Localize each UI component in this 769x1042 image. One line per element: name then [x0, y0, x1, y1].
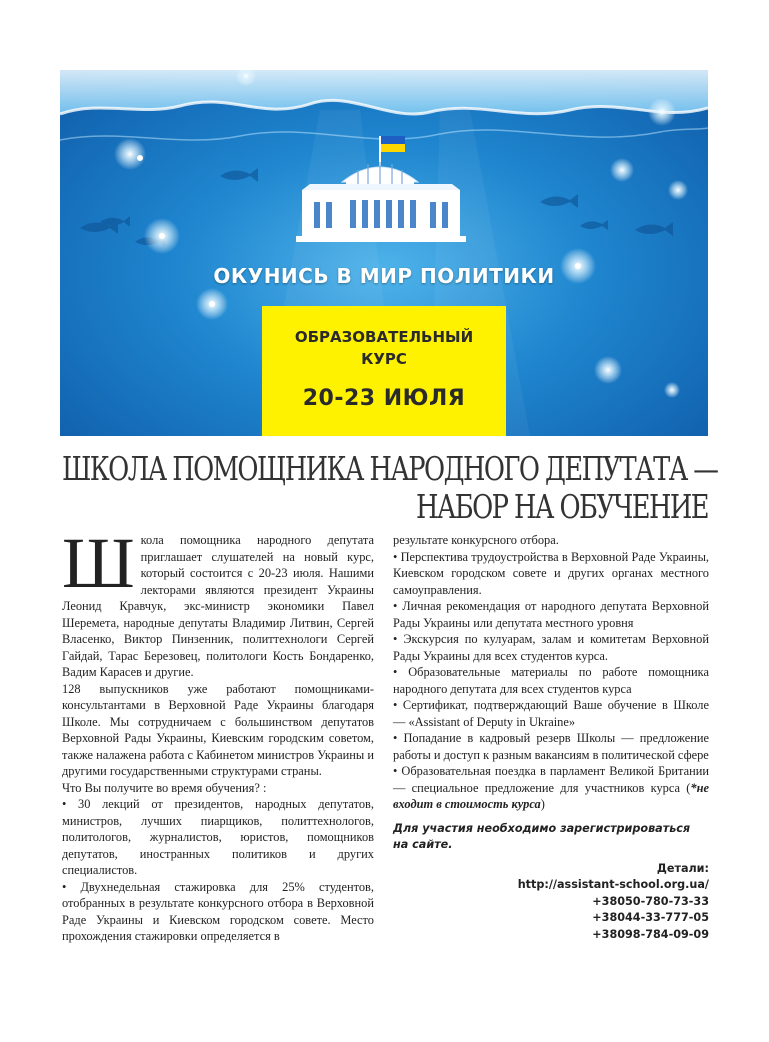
benefit-item: • Экскурсия по кулуарам, залам и комитетам Верховной Рады Украины для всех студентов курса.	[393, 632, 709, 663]
headline-line-2: НАБОР НА ОБУЧЕНИЕ	[415, 487, 708, 526]
phone-number[interactable]: +38098-784-09-09	[592, 927, 709, 941]
website-link[interactable]: http://assistant-school.org.ua/	[517, 878, 709, 891]
article-headline	[62, 449, 718, 526]
drop-cap: Ш	[62, 523, 135, 603]
course-announcement-box	[262, 306, 506, 436]
article-column-left	[62, 523, 374, 945]
contact-details	[393, 861, 709, 944]
benefit-item: • Перспектива трудоустройства в Верховной Раде Украины, Киевском городском совете и других органах местного самоуправления.	[393, 549, 709, 597]
course-dates: 20-23 ИЮЛЯ	[302, 386, 466, 411]
phone-number[interactable]: +38044-33-777-05	[592, 911, 709, 924]
benefit-item: • Двухнедельная стажировка для 25% студентов, отобранных в результате конкурсного отбора в Верховной Раде Украины и Киевском городском совете. Место прохождения стажировки определяется в	[62, 879, 374, 943]
benefit-item-uk-trip	[393, 763, 709, 813]
benefit-item: • Сертификат, подтверждающий Ваше обучение в Школе — «Assistant of Deputy in Ukraine»	[393, 698, 709, 729]
phone-number[interactable]: +38050-780-73-33	[592, 894, 709, 908]
uk-trip-close: )	[540, 797, 545, 811]
details-label: Детали:	[656, 861, 709, 875]
promo-banner	[60, 70, 708, 436]
not-included-note: *не входит в стоимость курса	[393, 780, 709, 811]
graduates-paragraph: 128 выпускников уже работают помощниками-консультантами в Верховной Раде Украины благодаря Школе. Мы сотрудничаем с большинством депутатов Верховной Рады Украины, Киевским городским советом, также налажена работа с Кабинетом министров Украины и другими государственными структурами страны.	[62, 681, 374, 778]
uk-trip-text: • Образовательная поездка в парламент Великой Британии — специальное предложение для участников курса (	[393, 764, 709, 795]
intro-paragraph: кола помощника народного депутата приглашает слушателей на новый курс, который состоится с 20-23 июля. Нашими лекторами являются президент Украины Леонид Кравчук, экс-министр экономики Павел Шеремета, народные депутаты Владимир Литвин, Сергей Власенко, Виктор Пинзенник, политтехнологи Сергей Гайдай, Тарас Березовец, политологи Кость Бондаренко, Вадим Карасев и другие.	[62, 533, 374, 679]
benefit-item: • Личная рекомендация от народного депутата Верховной Рады Украины или депутата местного уровня	[393, 599, 709, 630]
headline-line-1: ШКОЛА ПОМОЩНИКА НАРОДНОГО ДЕПУТАТА —	[62, 449, 718, 488]
continuation-text: результате конкурсного отбора.	[393, 533, 559, 547]
course-label: ОБРАЗОВАТЕЛЬНЫЙ КУРС	[294, 328, 474, 368]
benefit-item: • Образовательные материалы по работе помощника народного депутата для всех студентов курса	[393, 665, 709, 696]
benefit-item: • Попадание в кадровый резерв Школы — предложение работы и доступ к разным вакансиям в политической сфере	[393, 731, 709, 762]
benefits-question: Что Вы получите во время обучения? :	[62, 780, 267, 795]
registration-note: Для участия необходимо зарегистрироваться на сайте.	[393, 821, 691, 851]
article-column-right	[393, 532, 709, 943]
banner-slogan: ОКУНИСЬ В МИР ПОЛИТИКИ	[213, 264, 555, 288]
benefit-item: • 30 лекций от президентов, народных депутатов, министров, лучших пиарщиков, политтехнологов, политологов, журналистов, юристов, помощников депутатов, иностранных политиков и других специалистов.	[62, 797, 374, 877]
